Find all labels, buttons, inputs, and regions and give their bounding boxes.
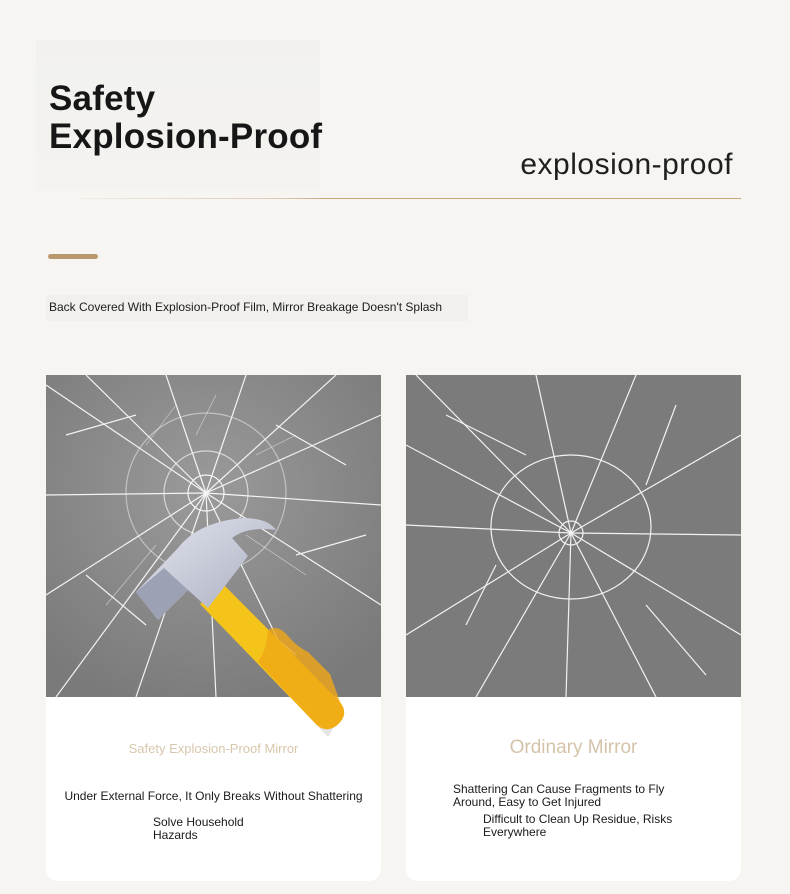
page-subtitle: explosion-proof [520, 148, 733, 181]
card-title: Ordinary Mirror [509, 737, 638, 758]
cracked-glass-image [406, 375, 741, 697]
card-description-secondary: Difficult to Clean Up Residue, Risks Everywhere [483, 812, 673, 839]
card-ordinary-mirror [406, 375, 741, 881]
hammer-icon [128, 512, 368, 748]
accent-bar [48, 254, 98, 259]
page-title [49, 80, 322, 156]
caption-text: Back Covered With Explosion-Proof Film, Mirror Breakage Doesn't Splash [46, 295, 468, 321]
title-line-2: Explosion-Proof [49, 117, 323, 156]
title-line-1: Safety [49, 79, 156, 118]
card-description-secondary: Solve Household Hazards [153, 815, 244, 842]
card-title: Safety Explosion-Proof Mirror [128, 741, 299, 756]
card-description: Under External Force, It Only Breaks Without Shattering [64, 789, 363, 803]
divider-line [80, 198, 741, 199]
card-description: Shattering Can Cause Fragments to Fly Around, Easy to Get Injured [453, 782, 665, 809]
